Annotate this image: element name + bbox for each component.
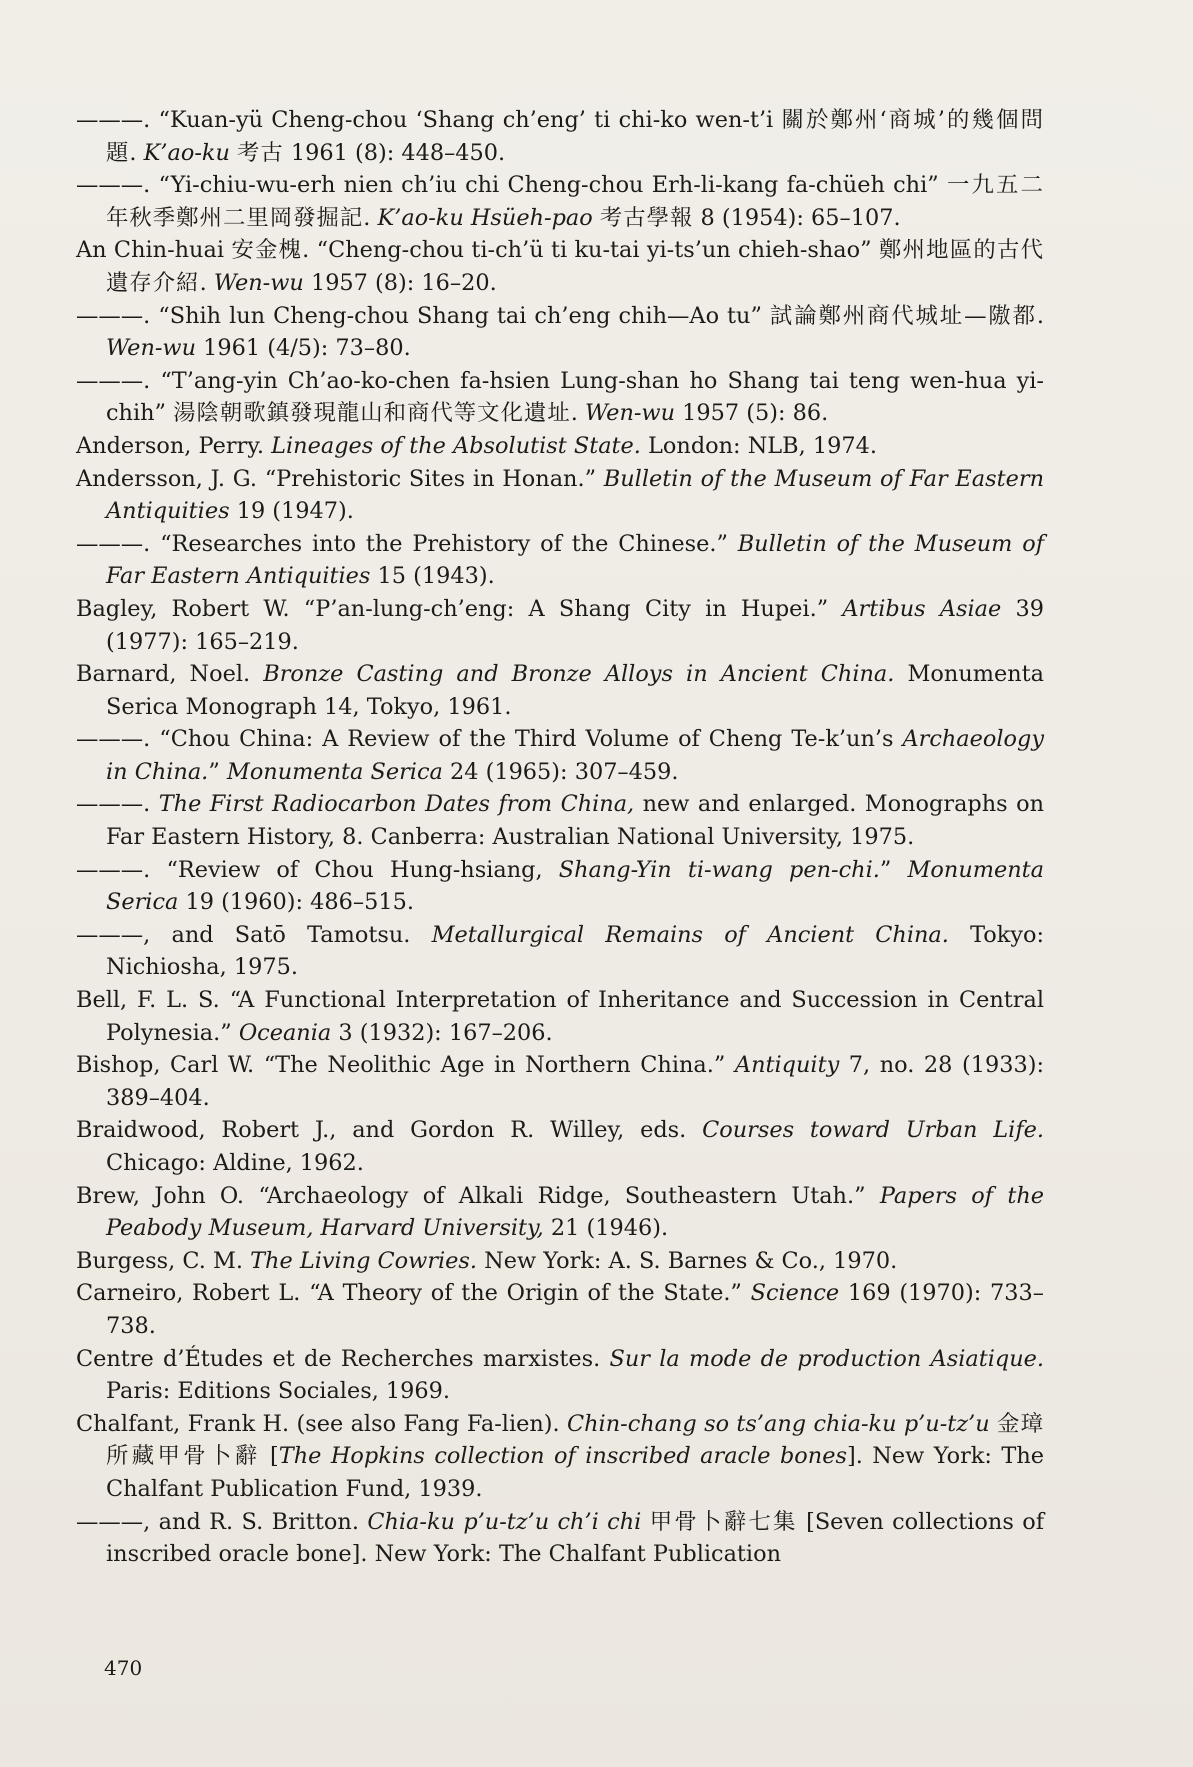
entry-italic-text: Bulletin of the Museum of Far Eastern Antiquities [106,465,1044,525]
entry-text: new and enlarged. Monographs on Far Eastern History, 8. Canberra: Australian National University, 1975. [106,791,1044,851]
entry-italic-text: Oceania [238,1019,332,1046]
entry-text: 8 (1954): 65–107. [693,204,901,231]
entry-text: . [1036,302,1044,329]
bibliography-entry [76,365,1044,430]
entry-text: 15 (1943). [370,563,495,590]
bibliography-entry [76,854,1044,919]
entry-italic-text: K’ao-ku [143,139,230,166]
entry-chinese-text: 考古學報 [599,204,694,231]
entry-chinese-text: 金璋所藏甲骨卜辭 [106,1410,1044,1470]
entry-text: Bagley, Robert W. “P’an-lung-ch’eng: A Shang City in Hupei.” [76,595,843,622]
entry-text: 19 (1947). [229,498,354,525]
entry-text: ———. “Shih lun Cheng-chou Shang tai ch’eng chih—Ao tu” [76,302,770,329]
entry-italic-text: Wen-wu [106,335,197,362]
entry-italic-text: Bulletin of the Museum of Far Eastern Antiquities [106,530,1044,590]
entry-text: ———. “T’ang-yin Ch’ao-ko-chen fa-hsien Lung-shan ho Shang tai teng wen-hua yi-chih” [76,367,1044,427]
entry-text: [ [260,1443,279,1470]
bibliography-entry [76,1245,1044,1278]
entry-text: . [129,139,144,166]
bibliography-entry [76,1049,1044,1114]
entry-italic-text: Bronze Casting and Bronze Alloys in Ancient China. [263,661,895,688]
entry-text: 1961 (8): 448–450. [283,139,506,166]
entry-chinese-text: 試論鄭州商代城址—隞都 [769,302,1037,329]
entry-text: 3 (1932): 167–206. [331,1019,553,1046]
entry-text: Chalfant, Frank H. (see also Fang Fa-lien). [76,1410,567,1437]
entry-text: ” [208,758,227,785]
bibliography-entry [76,1180,1044,1245]
entry-text: 39 (1977): 165–219. [106,595,1044,655]
entry-italic-text: The First Radiocarbon Dates from China, [158,791,635,818]
entry-chinese-text: 鄭州地區的古代遺存介紹 [106,237,1044,296]
entry-text: ———. “Review of Chou Hung-hsiang, [76,856,559,883]
entry-text: Anderson, Perry. [76,432,272,459]
entry-text: ———. “Researches into the Prehistory of the Chinese.” [76,530,738,557]
entry-text: Tokyo: Nichiosha, 1975. [106,921,1044,981]
entry-italic-text: Wen-wu [213,269,304,296]
entry-italic-text: Sur la mode de production Asiatique. [609,1345,1044,1372]
entry-text: . “Cheng-chou ti-ch’ü ti ku-tai yi-ts’un chieh-shao” [302,237,879,264]
entry-text: Centre d’Études et de Recherches marxistes. [76,1345,610,1372]
entry-text: Bishop, Carl W. “The Neolithic Age in Northern China.” [76,1052,735,1079]
entry-text: 169 (1970): 733–738. [106,1280,1044,1339]
bibliography-entry [76,919,1044,984]
entry-text: . [363,204,378,231]
entry-text: 1957 (8): 16–20. [303,269,497,296]
entry-text: Bell, F. L. S. “A Functional Interpretation of Inheritance and Succession in Central Polynesia.” [76,987,1044,1046]
entry-text: . [570,400,585,427]
bibliography-entry [76,788,1044,853]
entry-italic-text: Chia-ku p’u-tz’u ch’i chi [367,1508,642,1535]
entry-text: 7, no. 28 (1933): 389–404. [106,1052,1044,1111]
bibliography-list [76,104,1044,1571]
entry-italic-text: Lineages of the Absolutist State. [271,432,641,459]
entry-text [230,140,237,166]
entry-italic-text: Science [750,1280,840,1307]
entry-text [641,1509,649,1535]
entry-text: ———. “Kuan-yü Cheng-chou ‘Shang ch’eng’ ti chi-ko wen-t’i [76,107,782,133]
entry-chinese-text: 考古 [237,139,284,166]
entry-text: New York: A. S. Barnes & Co., 1970. [477,1247,898,1274]
entry-italic-text: The Living Cowries. [250,1247,478,1274]
entry-text: 21 (1946). [543,1215,669,1242]
entry-chinese-text: 甲骨卜辭七集 [649,1508,798,1535]
entry-text: ———. [76,791,159,818]
bibliography-entry [76,300,1044,365]
bibliography-entry [76,984,1044,1049]
entry-text: An Chin-huai [76,237,232,264]
bibliography-entry [76,528,1044,593]
bibliography-entry [76,723,1044,788]
entry-chinese-text: 湯陰朝歌鎮發現龍山和商代等文化遺址 [173,400,571,427]
bibliography-entry [76,1343,1044,1408]
entry-text [990,1411,997,1437]
entry-text: London: NLB, 1974. [640,432,877,459]
entry-italic-text: K’ao-ku Hsüeh-pao [377,204,593,231]
entry-text: 1961 (4/5): 73–80. [196,335,411,362]
entry-text: 24 (1965): 307–459. [442,758,679,785]
entry-text: Monumenta Serica Monograph 14, Tokyo, 1961. [106,661,1044,720]
entry-text: 1957 (5): 86. [675,400,829,427]
entry-italic-text: Wen-wu [585,400,676,427]
entry-italic-text: Papers of the Peabody Museum, Harvard University, [106,1182,1045,1242]
entry-text: ———, and Satō Tamotsu. [76,921,432,948]
entry-italic-text: Chin-chang so ts’ang chia-ku p’u-tz’u [567,1410,990,1437]
entry-chinese-text: 關於鄭州‘商城’的幾個問題 [106,107,1044,166]
entry-text: Barnard, Noel. [76,661,264,688]
entry-text: Braidwood, Robert J., and Gordon R. Willey, eds. [76,1117,703,1144]
entry-text: ———, and R. S. Britton. [76,1508,368,1535]
bibliography-entry [76,658,1044,723]
entry-text: ———. “Chou China: A Review of the Third Volume of Cheng Te-k’un’s [76,726,903,753]
entry-chinese-text: 安金槐 [231,237,303,264]
bibliography-entry [76,1114,1044,1179]
bibliography-entry [76,1408,1044,1506]
bibliography-entry [76,593,1044,658]
entry-italic-text: Shang-Yin ti-wang pen-chi. [558,856,880,883]
entry-italic-text: Artibus Asiae [842,595,1002,622]
entry-text [593,205,600,231]
entry-text: Paris: Editions Sociales, 1969. [106,1378,451,1405]
entry-text: . [199,269,214,296]
entry-chinese-text: 一九五二年秋季鄭州二里岡發掘記 [106,172,1044,231]
entry-italic-text: Antiquity [734,1052,840,1079]
entry-text: Chicago: Aldine, 1962. [106,1150,364,1176]
entry-text: [Seven collections of inscribed oracle bone]. New York: The Chalfant Publication [106,1508,1044,1568]
entry-italic-text: Archaeology in China. [106,726,1044,785]
entry-text: ” [879,856,908,883]
entry-text: Carneiro, Robert L. “A Theory of the Origin of the State.” [76,1280,751,1307]
bibliography-entry [76,430,1044,463]
entry-text: Brew, John O. “Archaeology of Alkali Ridge, Southeastern Utah.” [76,1182,880,1209]
entry-italic-text: The Hopkins collection of inscribed aracle bones [278,1443,847,1470]
page-number: 470 [104,1656,143,1680]
bibliography-entry [76,169,1044,234]
entry-italic-text: Monumenta Serica [106,856,1044,916]
entry-text: Andersson, J. G. “Prehistoric Sites in Honan.” [76,465,604,492]
entry-text: 19 (1960): 486–515. [178,889,414,916]
entry-italic-text: Courses toward Urban Life. [702,1117,1044,1144]
entry-text: ———. “Yi-chiu-wu-erh nien ch’iu chi Cheng-chou Erh-li-kang fa-chüeh chi” [76,172,947,199]
entry-italic-text: Monumenta Serica [226,758,443,785]
bibliography-entry [76,1506,1044,1571]
bibliography-entry [76,1277,1044,1342]
entry-text: ]. New York: The Chalfant Publication Fund, 1939. [106,1443,1044,1502]
entry-italic-text: Metallurgical Remains of Ancient China. [431,921,949,948]
bibliography-entry [76,463,1044,528]
entry-text: Burgess, C. M. [76,1247,251,1274]
bibliography-entry [76,234,1044,299]
bibliography-entry [76,104,1044,169]
